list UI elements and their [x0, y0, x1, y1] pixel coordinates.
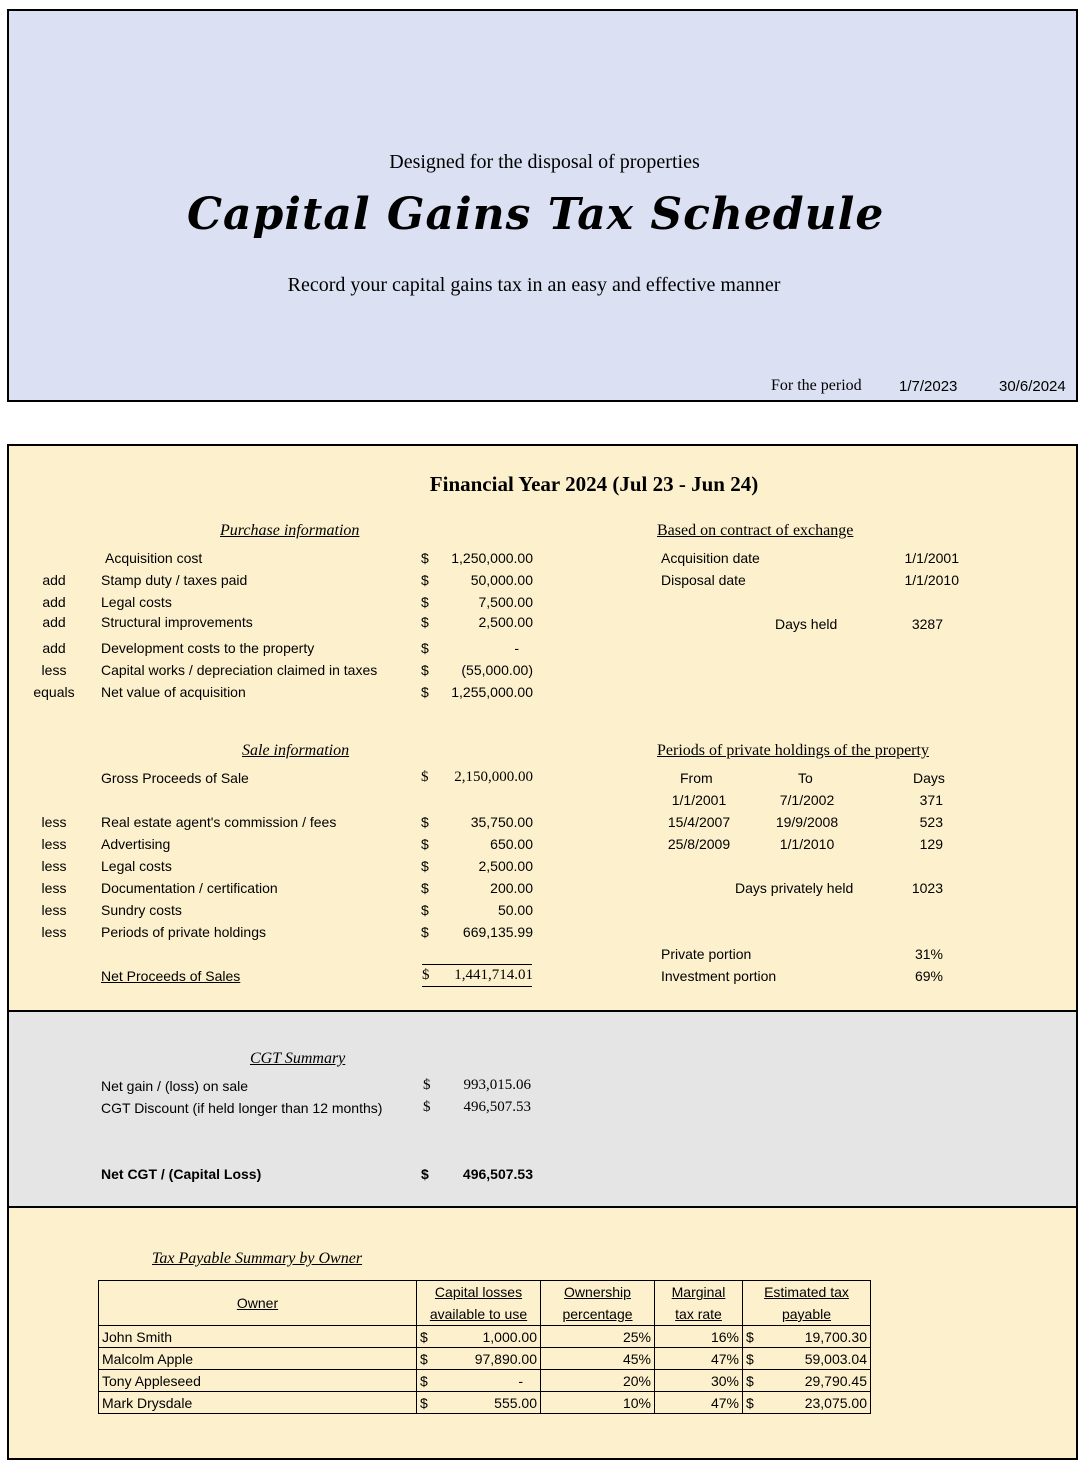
row-currency: $ — [421, 858, 429, 874]
days-held-value: 3287 — [911, 616, 943, 632]
row-label: Capital works / depreciation claimed in taxes — [101, 662, 378, 678]
estimated-tax-cell — [743, 1348, 871, 1370]
row-currency: $ — [421, 594, 429, 610]
period-to[interactable]: 1/1/2010 — [779, 836, 835, 852]
estimated-tax-money — [746, 1395, 867, 1411]
period-label: For the period — [771, 377, 862, 394]
row-currency: $ — [421, 814, 429, 830]
row-currency: $ — [421, 572, 429, 588]
row-currency: $ — [421, 684, 429, 700]
marginal-tax-rate[interactable]: 30% — [655, 1370, 743, 1392]
estimated-tax-currency: $ — [746, 1372, 754, 1389]
row-amount[interactable]: 50.00 — [497, 902, 533, 918]
row-label: Legal costs — [101, 858, 172, 874]
sale-heading: Sale information — [242, 742, 350, 759]
capital-losses-cell[interactable] — [417, 1326, 541, 1348]
banner-title: Capital Gains Tax Schedule — [187, 189, 885, 240]
row-label: Sundry costs — [101, 902, 182, 918]
capital-losses-currency: $ — [420, 1372, 428, 1389]
owner-name[interactable]: Tony Appleseed — [99, 1370, 417, 1392]
row-label: Development costs to the property — [101, 640, 315, 656]
gross-proceeds-currency: $ — [421, 769, 429, 785]
cgt-discount-amount: 496,507.53 — [463, 1099, 531, 1115]
estimated-tax-cell — [743, 1370, 871, 1392]
row-label: Structural improvements — [101, 614, 253, 630]
row-label: Acquisition cost — [105, 550, 203, 566]
ownership-percentage[interactable]: 45% — [541, 1348, 655, 1370]
net-proceeds-amount: 1,441,714.01 — [454, 967, 533, 983]
estimated-tax-currency: $ — [746, 1394, 754, 1411]
purchase-heading: Purchase information — [220, 522, 360, 539]
row-amount[interactable]: 2,500.00 — [478, 614, 533, 630]
period-from[interactable]: 1/1/2001 — [671, 792, 727, 808]
row-label: Real estate agent's commission / fees — [101, 814, 337, 830]
marginal-tax-rate[interactable]: 16% — [655, 1326, 743, 1348]
estimated-tax-cell — [743, 1392, 871, 1414]
capital-losses-currency: $ — [420, 1328, 428, 1345]
ownership-percentage[interactable]: 25% — [541, 1326, 655, 1348]
net-proceeds-label: Net Proceeds of Sales — [101, 968, 241, 984]
row-amount[interactable]: 2,500.00 — [478, 858, 533, 874]
capital-losses-money — [420, 1329, 537, 1345]
row-amount[interactable]: - — [514, 640, 519, 656]
capital-losses-amount: - — [518, 1372, 523, 1389]
investment-portion-label: Investment portion — [661, 968, 777, 984]
private-holdings-heading: Periods of private holdings of the property — [657, 742, 929, 759]
table-row — [99, 1370, 871, 1392]
period-to[interactable]: 19/9/2008 — [775, 814, 839, 830]
row-operator: add — [42, 572, 66, 588]
ownership-header: Ownership percentage — [541, 1281, 655, 1326]
owner-name[interactable]: Mark Drysdale — [99, 1392, 417, 1414]
estimated-tax-currency: $ — [746, 1328, 754, 1345]
tax-payable-section — [7, 1208, 1078, 1460]
net-gain-currency: $ — [423, 1077, 431, 1093]
tax-table-heading: Tax Payable Summary by Owner — [152, 1250, 363, 1267]
estimated-tax-header: Estimated tax payable — [743, 1281, 871, 1326]
period-days: 129 — [919, 836, 943, 852]
net-cgt-amount: 496,507.53 — [462, 1166, 533, 1182]
period-days: 523 — [919, 814, 943, 830]
row-amount[interactable]: 7,500.00 — [478, 594, 533, 610]
net-proceeds-top-rule — [422, 964, 532, 965]
owner-name[interactable]: Malcolm Apple — [99, 1348, 417, 1370]
estimated-tax-cell — [743, 1326, 871, 1348]
table-row — [99, 1348, 871, 1370]
days-privately-held-label: Days privately held — [735, 880, 854, 896]
row-amount[interactable]: 50,000.00 — [470, 572, 533, 588]
cgt-discount-currency: $ — [423, 1099, 431, 1115]
marginal-tax-rate[interactable]: 47% — [655, 1348, 743, 1370]
col-to-header: To — [798, 770, 813, 786]
estimated-tax-currency: $ — [746, 1350, 754, 1367]
row-amount[interactable]: 200.00 — [490, 880, 533, 896]
financial-year-title: Financial Year 2024 (Jul 23 - Jun 24) — [429, 472, 759, 496]
owner-table-header-row — [99, 1281, 871, 1326]
ownership-percentage[interactable]: 20% — [541, 1370, 655, 1392]
row-label: Advertising — [101, 836, 171, 852]
net-cgt-label: Net CGT / (Capital Loss) — [101, 1166, 262, 1182]
capital-losses-cell[interactable] — [417, 1392, 541, 1414]
row-operator: equals — [33, 684, 75, 700]
row-operator: add — [42, 614, 66, 630]
capital-losses-amount: 97,890.00 — [474, 1350, 537, 1367]
capital-losses-money — [420, 1351, 537, 1367]
gross-proceeds-amount[interactable]: 2,150,000.00 — [454, 769, 533, 785]
row-amount[interactable]: 669,135.99 — [462, 924, 533, 940]
cgt-heading: CGT Summary — [250, 1050, 346, 1067]
gross-proceeds-label: Gross Proceeds of Sale — [101, 770, 249, 786]
banner-tagline: Record your capital gains tax in an easy and effective manner — [287, 274, 781, 296]
estimated-tax-amount: 59,003.04 — [804, 1350, 867, 1367]
main-schedule-section — [7, 444, 1078, 1012]
estimated-tax-money — [746, 1351, 867, 1367]
period-end-date[interactable]: 30/6/2024 — [999, 378, 1066, 395]
capital-losses-money — [420, 1395, 537, 1411]
table-row — [99, 1392, 871, 1414]
ownership-percentage[interactable]: 10% — [541, 1392, 655, 1414]
period-from[interactable]: 15/4/2007 — [667, 814, 731, 830]
row-operator: less — [41, 662, 67, 678]
owner-tax-table — [98, 1280, 871, 1414]
row-operator: add — [42, 594, 66, 610]
estimated-tax-money — [746, 1373, 867, 1389]
row-amount: 1,255,000.00 — [451, 684, 533, 700]
estimated-tax-money — [746, 1329, 867, 1345]
col-from-header: From — [680, 770, 713, 786]
row-amount[interactable]: 1,250,000.00 — [451, 550, 533, 566]
owner-header: Owner — [99, 1281, 417, 1326]
investment-portion-value: 69% — [914, 968, 943, 984]
acquisition-date-label: Acquisition date — [661, 550, 760, 566]
private-portion-label: Private portion — [661, 946, 752, 962]
row-currency: $ — [421, 550, 429, 566]
acquisition-date-value[interactable]: 1/1/2001 — [904, 550, 959, 566]
capital-losses-currency: $ — [420, 1394, 428, 1411]
col-days-header: Days — [913, 770, 945, 786]
row-label: Documentation / certification — [101, 880, 278, 896]
owner-name[interactable]: John Smith — [99, 1326, 417, 1348]
net-gain-label: Net gain / (loss) on sale — [101, 1078, 249, 1094]
days-privately-held-value: 1023 — [911, 880, 943, 896]
row-label: Stamp duty / taxes paid — [101, 572, 248, 588]
row-currency: $ — [421, 640, 429, 656]
period-to[interactable]: 7/1/2002 — [779, 792, 835, 808]
contract-heading: Based on contract of exchange — [657, 522, 854, 539]
capital-losses-amount: 1,000.00 — [482, 1328, 537, 1345]
estimated-tax-amount: 23,075.00 — [804, 1394, 867, 1411]
row-currency: $ — [421, 924, 429, 940]
row-label: Periods of private holdings — [101, 924, 266, 940]
period-start-date[interactable]: 1/7/2023 — [899, 378, 958, 395]
row-currency: $ — [421, 880, 429, 896]
disposal-date-value[interactable]: 1/1/2010 — [904, 572, 959, 588]
row-operator: less — [41, 836, 67, 852]
marginal-tax-rate[interactable]: 47% — [655, 1392, 743, 1414]
estimated-tax-amount: 19,700.30 — [804, 1328, 867, 1345]
capital-losses-cell[interactable] — [417, 1348, 541, 1370]
row-currency: $ — [421, 662, 429, 678]
net-proceeds-currency: $ — [422, 967, 430, 983]
period-from[interactable]: 25/8/2009 — [667, 836, 731, 852]
capital-losses-money — [420, 1373, 537, 1389]
header-banner — [7, 9, 1078, 402]
row-operator: less — [41, 902, 67, 918]
row-amount[interactable]: (55,000.00) — [461, 662, 533, 678]
row-amount[interactable]: 35,750.00 — [470, 814, 533, 830]
row-currency: $ — [421, 614, 429, 630]
row-currency: $ — [421, 902, 429, 918]
capital-losses-amount: 555.00 — [494, 1394, 537, 1411]
row-operator: less — [41, 814, 67, 830]
row-label: Net value of acquisition — [101, 684, 246, 700]
row-currency: $ — [421, 836, 429, 852]
table-row — [99, 1326, 871, 1348]
capital-losses-header: Capital losses available to use — [417, 1281, 541, 1326]
net-cgt-currency: $ — [421, 1166, 429, 1182]
cgt-summary-section — [7, 1012, 1078, 1208]
disposal-date-label: Disposal date — [661, 572, 746, 588]
capital-losses-cell[interactable] — [417, 1370, 541, 1392]
row-operator: less — [41, 858, 67, 874]
capital-losses-currency: $ — [420, 1350, 428, 1367]
banner-subtitle: Designed for the disposal of properties — [389, 151, 700, 173]
cgt-discount-label: CGT Discount (if held longer than 12 months) — [101, 1100, 383, 1116]
row-operator: less — [41, 924, 67, 940]
days-held-label: Days held — [775, 616, 838, 632]
marginal-rate-header: Marginal tax rate — [655, 1281, 743, 1326]
row-label: Legal costs — [101, 594, 172, 610]
row-operator: add — [42, 640, 66, 656]
private-portion-value: 31% — [914, 946, 943, 962]
row-amount[interactable]: 650.00 — [490, 836, 533, 852]
net-gain-amount: 993,015.06 — [463, 1077, 531, 1093]
net-proceeds-bottom-rule — [422, 986, 532, 987]
row-operator: less — [41, 880, 67, 896]
estimated-tax-amount: 29,790.45 — [804, 1372, 867, 1389]
period-days: 371 — [919, 792, 943, 808]
